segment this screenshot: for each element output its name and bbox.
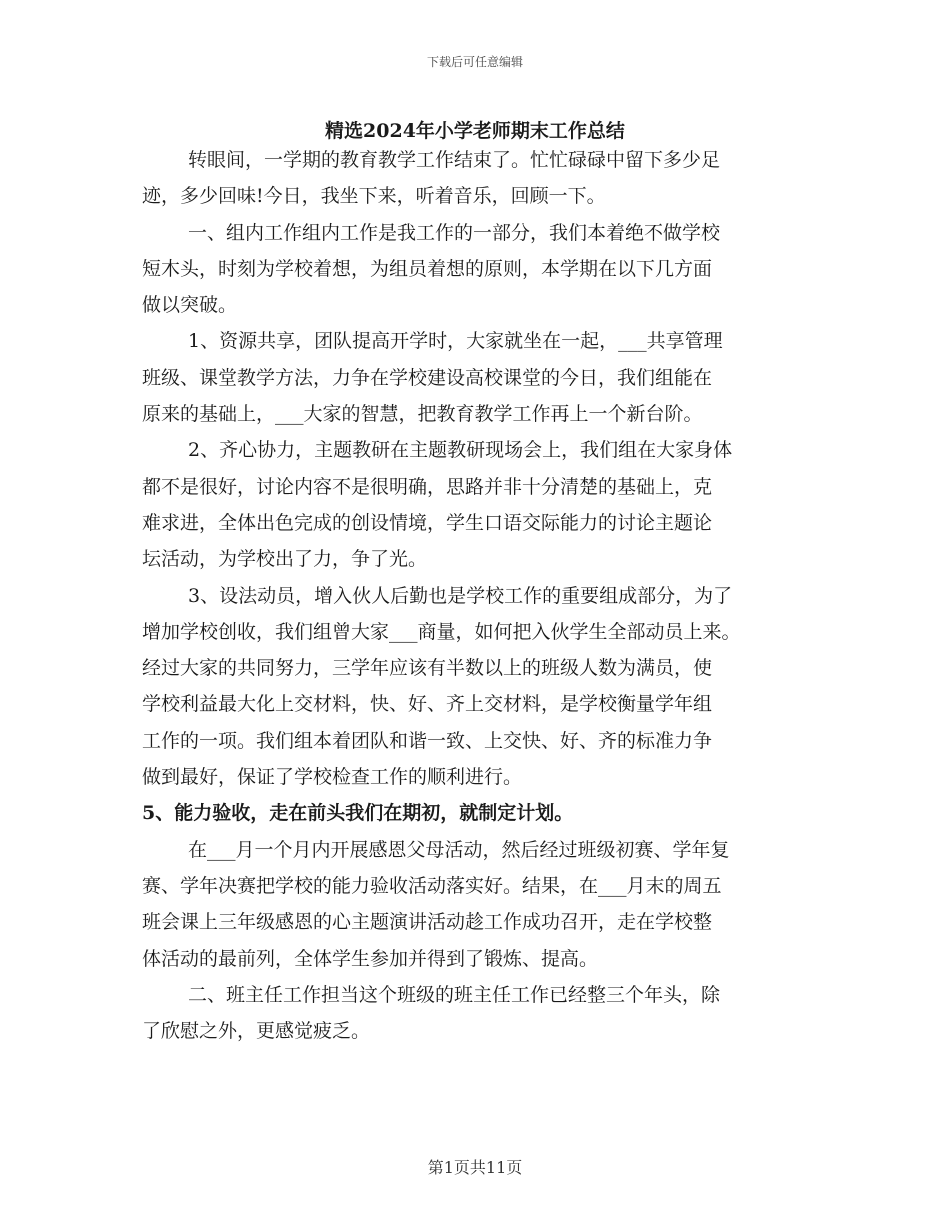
document-body (142, 142, 822, 1049)
body-line: 短木头，时刻为学校着想，为组员着想的原则，本学期在以下几方面 (142, 257, 713, 280)
body-line: 做以突破。 (142, 294, 238, 317)
page-footer-info: 第1页共11页 (427, 1158, 523, 1177)
document-title: 精选2024年小学老师期末工作总结 (325, 120, 625, 142)
body-line: 增加学校创收，我们组曾大家___商量，如何把入伙学生全部动员上来。 (142, 620, 741, 643)
body-line: 原来的基础上，___大家的智慧，把教育教学工作再上一个新台阶。 (142, 403, 703, 426)
body-line: 3、设法动员，增入伙人后勤也是学校工作的重要组成部分，为了 (188, 584, 733, 607)
body-line: 1、资源共享，团队提高开学时，大家就坐在一起，___共享管理 (188, 330, 723, 353)
body-line: 一、组内工作组内工作是我工作的一部分，我们本着绝不做学校 (188, 221, 721, 244)
body-line: 二、班主任工作担当这个班级的班主任工作已经整三个年头，除 (188, 983, 721, 1006)
body-line: 坛活动，为学校出了力，争了光。 (142, 548, 428, 571)
page-header-note: 下载后可任意编辑 (426, 55, 523, 69)
body-line: 了欣慰之外，更感觉疲乏。 (142, 1020, 371, 1043)
body-line: 都不是很好，讨论内容不是很明确，思路并非十分清楚的基础上，克 (142, 475, 713, 498)
body-line: 在___月一个月内开展感恩父母活动，然后经过班级初赛、学年复 (188, 838, 730, 861)
body-line: 2、齐心协力，主题教研在主题教研现场会上，我们组在大家身体 (188, 439, 733, 462)
body-line: 难求进，全体出色完成的创设情境，学生口语交际能力的讨论主题论 (142, 511, 713, 534)
body-line: 经过大家的共同努力，三学年应该有半数以上的班级人数为满员，使 (142, 657, 713, 680)
body-line: 做到最好，保证了学校检查工作的顺利进行。 (142, 766, 523, 789)
body-line: 转眼间，一学期的教育教学工作结束了。忙忙碌碌中留下多少足 (188, 149, 721, 171)
section-heading: 5、能力验收，走在前头我们在期初，就制定计划。 (142, 802, 574, 825)
body-line: 赛、学年决赛把学校的能力验收活动落实好。结果，在___月末的周五 (142, 874, 722, 897)
body-line: 班会课上三年级感恩的心主题演讲活动趁工作成功召开，走在学校整 (142, 911, 713, 934)
body-line: 迹，多少回味!今日，我坐下来，听着音乐，回顾一下。 (142, 185, 606, 208)
body-line: 学校利益最大化上交材料，快、好、齐上交材料，是学校衡量学年组 (142, 693, 713, 716)
body-line: 班级、课堂教学方法，力争在学校建设高校课堂的今日，我们组能在 (142, 366, 713, 389)
body-line: 体活动的最前列，全体学生参加并得到了锻炼、提高。 (142, 947, 599, 970)
body-line: 工作的一项。我们组本着团队和谐一致、上交快、好、齐的标准力争 (142, 729, 713, 752)
